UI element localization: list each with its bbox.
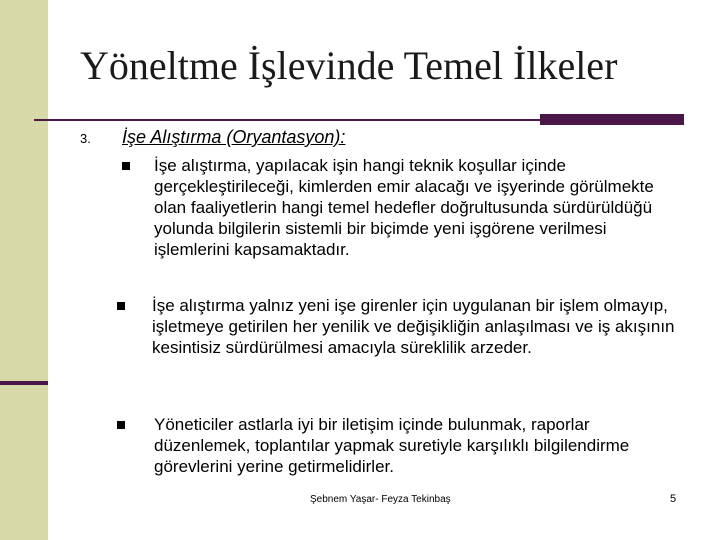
- bullet-square-icon: [117, 421, 125, 429]
- bullet-text-1: İşe alıştırma, yapılacak işin hangi teknik koşullar içinde gerçekleştirileceği, kimlerden emir alacağı ve işyerinde görülmekte olan faaliyetlerin hangi temel hedefler doğrultusunda sürdürüldüğü yolunda bilgilerin sistemli bir biçimde yeni işgörene verilmesi işlemlerini kapsamaktadır.: [154, 156, 654, 259]
- bullet-text-3: Yöneticiler astlarla iyi bir iletişim içinde bulunmak, raporlar düzenlemek, toplantılar yapmak suretiyle karşılıklı bilgilendirme görevlerini yerine getirmelidirler.: [154, 415, 630, 476]
- band-divider: [0, 381, 48, 385]
- page-number: 5: [670, 493, 677, 505]
- left-decorative-band: [0, 0, 48, 540]
- bullet-square-icon: [117, 302, 125, 310]
- item-number: 3.: [80, 131, 91, 146]
- footer-authors: Şebnem Yaşar- Feyza Tekinbaş: [310, 494, 451, 505]
- slide-title: Yöneltme İşlevinde Temel İlkeler: [80, 43, 618, 88]
- bullet-square-icon: [122, 162, 130, 170]
- bullet-text-2: İşe alıştırma yalnız yeni işe girenler için uygulanan bir işlem olmayıp, işletmeye getirilen her yenilik ve değişikliğin anlaşılması ve iş akışının kesintisiz sürdürülmesi amacıyla süreklilik arzeder.: [152, 296, 675, 357]
- item-heading: İşe Alıştırma (Oryantasyon):: [122, 127, 346, 147]
- title-rule-accent: [540, 114, 684, 125]
